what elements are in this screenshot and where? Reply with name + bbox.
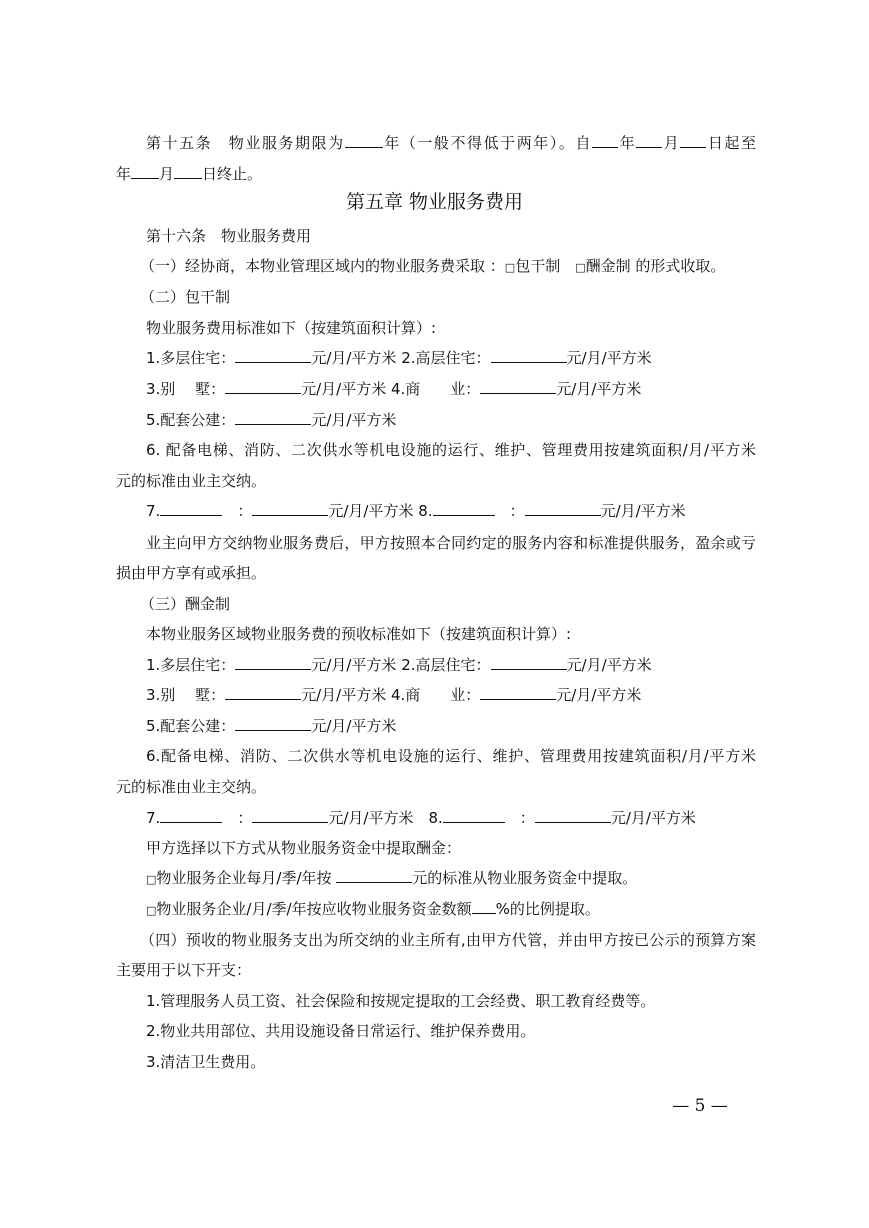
- baogan-standard-intro: 物业服务费用标准如下（按建筑面积计算）:: [146, 319, 437, 337]
- expense-item-3: 3.清洁卫生费用。: [146, 1053, 266, 1071]
- baogan-note-line-1: 业主向甲方交纳物业服务费后，甲方按照本合同约定的服务内容和标准提供服务，盈余或亏: [146, 534, 756, 552]
- baogan-fee-row-6-line-1: 6. 配备电梯、消防、二次供水等机电设施的运行、维护、管理费用按建筑面积/月/平方米: [146, 441, 756, 459]
- article-16-item-2: （二）包干制: [140, 288, 231, 306]
- choujin-standard-intro: 本物业服务区域物业服务费的预收标准如下（按建筑面积计算）:: [146, 625, 572, 643]
- choujin-fee-row-3: 5.配套公建： 元/月/平方米: [146, 717, 397, 735]
- fee-blank: [480, 685, 556, 700]
- choujin-method-intro: 甲方选择以下方式从物业服务资金中提取酬金：: [146, 839, 462, 857]
- option-choujin: 酬金制: [585, 257, 631, 275]
- choujin-fee-row-6-line-1: 6.配备电梯、消防、二次供水等机电设施的运行、维护、管理费用按建筑面积/月/平方米: [146, 747, 756, 765]
- article-16-item-3: （三）酬金制: [140, 595, 231, 613]
- checkbox-icon[interactable]: □: [575, 261, 586, 274]
- choujin-fee-row-2: 3.别 墅： 元/月/平方米 4.商 业： 元/月/平方米: [146, 686, 642, 704]
- blank-start-year: [592, 133, 618, 148]
- item-name-blank: [160, 501, 222, 516]
- fee-blank: [225, 685, 301, 700]
- fee-blank: [235, 716, 311, 731]
- fee-blank: [235, 348, 311, 363]
- fee-blank: [252, 501, 328, 516]
- blank-end-year: [131, 164, 159, 179]
- blank-term-years: [345, 133, 383, 148]
- choujin-method-2: □物业服务企业/月/季/年按应收物业服务资金数额 %的比例提取。: [146, 900, 600, 918]
- blank-end-month: [174, 164, 202, 179]
- fee-blank: [225, 379, 301, 394]
- baogan-fee-row-6-line-2: 元的标准由业主交纳。: [116, 472, 267, 490]
- article-16-item-4-line-2: 主要用于以下开支：: [116, 961, 252, 979]
- fee-blank: [235, 655, 311, 670]
- chapter-title: 第五章 物业服务费用: [345, 191, 524, 213]
- baogan-fee-row-2: 3.别 墅： 元/月/平方米 4.商 业： 元/月/平方米: [146, 380, 642, 398]
- baogan-fee-row-7-8: 7. ： 元/月/平方米 8. ： 元/月/平方米: [146, 502, 686, 520]
- item-name-blank: [443, 808, 505, 823]
- baogan-fee-row-3: 5.配套公建： 元/月/平方米: [146, 411, 397, 429]
- article-16-item-1: （一）经协商，本物业管理区域内的物业服务费采取 ：□包干制 □酬金制 的形式收取。: [140, 257, 726, 275]
- article-16-title: 第十六条 物业服务费用: [146, 227, 312, 245]
- fee-blank: [480, 379, 556, 394]
- choujin-fee-row-1: 1.多层住宅： 元/月/平方米 2.高层住宅： 元/月/平方米: [146, 656, 652, 674]
- item-name-blank: [160, 808, 222, 823]
- expense-item-1: 1.管理服务人员工资、社会保险和按规定提取的工会经费、职工教育经费等。: [146, 992, 656, 1010]
- article-15-line-1: 第十五条 物业服务期限为 年（一般不得低于两年）。自 年 月 日起至: [146, 134, 756, 152]
- fee-blank: [491, 655, 567, 670]
- option-baogan: 包干制: [515, 257, 561, 275]
- baogan-fee-row-1: 1.多层住宅： 元/月/平方米 2.高层住宅： 元/月/平方米: [146, 349, 652, 367]
- fee-blank: [535, 808, 611, 823]
- checkbox-icon[interactable]: □: [146, 873, 157, 886]
- fee-blank: [235, 410, 311, 425]
- item-name-blank: [433, 501, 495, 516]
- article-15-line-2: 年 月 日终止。: [116, 165, 263, 183]
- baogan-note-line-2: 损由甲方享有或承担。: [116, 564, 267, 582]
- fee-blank: [525, 501, 601, 516]
- choujin-fee-row-6-line-2: 元的标准由业主交纳。: [116, 778, 267, 796]
- blank-start-month: [636, 133, 662, 148]
- article-16-item-4-line-1: （四）预收的物业服务支出为所交纳的业主所有,由甲方代管，并由甲方按已公示的预算方案: [140, 931, 756, 949]
- expense-item-2: 2.物业共用部位、共用设施设备日常运行、维护保养费用。: [146, 1022, 536, 1040]
- commission-percent-blank: [472, 899, 496, 914]
- checkbox-icon[interactable]: □: [504, 261, 516, 274]
- fee-blank: [491, 348, 567, 363]
- fee-blank: [252, 808, 328, 823]
- page-number: — 5 —: [672, 1096, 728, 1116]
- commission-amount-blank: [336, 868, 412, 883]
- choujin-fee-row-7-8: 7. ： 元/月/平方米 8. ： 元/月/平方米: [146, 809, 696, 827]
- checkbox-icon[interactable]: □: [146, 904, 157, 917]
- choujin-method-1: □物业服务企业每月/季/年按 元的标准从物业服务资金中提取。: [146, 869, 638, 887]
- blank-start-day: [680, 133, 706, 148]
